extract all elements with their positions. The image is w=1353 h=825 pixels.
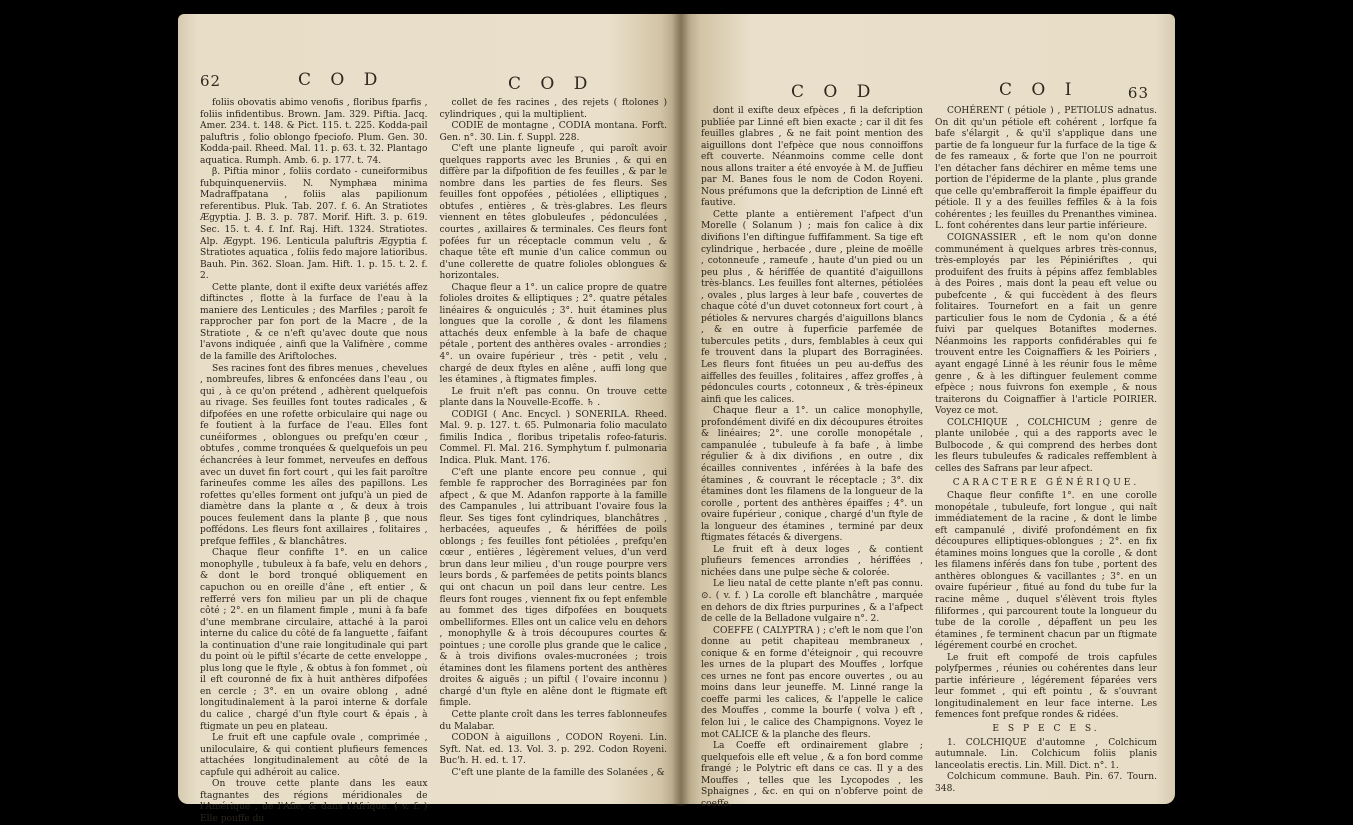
paragraph: CODON à aiguillons , CODON Royeni. Lin. Syft. Nat. ed. 13. Vol. 3. p. 292. Codon Royeni. Buc'h. H. ed. t. 17. xyxy=(439,733,667,767)
left-running-head-1: C O D xyxy=(298,70,385,90)
paragraph: COEFFE ( CALYPTRA ) ; c'eft le nom que l'on donne au petit chapiteau membraneux , conique & en forme d'éteignoir , qui recouvre les urnes de la plupart des Mouffes , lorfque ces urnes ne font pas encore ouvertes , ou au moins dans leur jeuneffe. M. Linné range la coeffe parmi les calices, & l'appelle le calice des Mouffes , comme la bourfe ( volva ) eft , felon lui , le calice des Champignons. Voyez le mot CALICE & la planche des fleurs. xyxy=(701,625,923,740)
paragraph: Le fruit n'eft pas connu. On trouve cette plante dans la Nouvelle-Ecoffe. ♄ . xyxy=(439,386,667,409)
open-book xyxy=(178,14,1178,824)
paragraph: Colchicum commune. Bauh. Pin. 67. Tourn. 348. xyxy=(935,772,1157,794)
section-heading: E S P E C E S. xyxy=(992,723,1100,734)
paragraph: Chaque fleur a 1°. un calice monophylle, profondément divifé en dix découpures étroites & linéaires; 2°. une corolle monopétale , campanulée , tubuleufe à fa bafe , à limbe régulier & à dix divifions , en outre , dix écailles conniventes , inférées à la bafe des étamines , & couvrant le réceptacle ; 3°. dix étamines dont les filamens de la longueur de la corolle , portent des anthères épaiffes ; 4°. un ovaire fupérieur , conique , chargé d'un ftyle de la longueur des étamines , terminé par deux ftigmates fétacés & divergens. xyxy=(701,406,923,544)
paragraph: collet de fes racines , des rejets ( ftolones ) cylindriques , qui la multiplient. xyxy=(439,98,667,120)
paragraph: Le fruit eft compofé de trois capfules polyfpermes , réunies ou cohérentes dans leur partie inférieure , légérement féparées vers leur fommet , qui eft pointu , & s'ouvrant longitudinalement en leur face interne. Les femences font prefque rondes & ridées. xyxy=(935,652,1157,721)
paragraph: COIGNASSIER , eft le nom qu'on donne communément à quelques arbres très-connus, très-employés par les Pépiniériftes , qui produifent des fruits à pépins affez femblables à des Poires , mais dont la peau eft velue ou pubefcente , & qui fuccèdent à des fleurs folitaires. Tournefort en a fait un genre particulier fous le nom de Cydonia , & a été fuivi par quelques Botaniftes modernes. Néanmoins les rapports confidérables qui fe trouvent entre les Coignaffiers & les Poiriers , ayant engagé Linné à les réunir fous le même genre , & à les diftinguer feulement comme efpèce ; nous fuivrons fon exemple , & nous traiterons du Coignaffier à l'article POIRIER. Voyez ce mot. xyxy=(935,233,1157,417)
paragraph: β. Piftia minor , foliis cordato - cuneiformibus fubquinquenerviis. N. Nymphæa minima Madraffpatana , foliis alas papilionum referentibus. Pluk. Tab. 207. f. 6. An Stratiotes Ægyptia. J. B. 3. p. 787. Morif. Hift. 3. p. 619. Sec. 15. t. 4. f. Inf. Raj. Hift. 1324. Stratiotes. Alp. Ægypt. 196. Lenticula paluftris Ægyptia f. Stratiotes aquatica , foliis fedo majore latioribus. Bauh. Pin. 362. Sloan. Jam. Hift. 1. p. 15. t. 2. f. 2. xyxy=(200,167,428,282)
left-column-1 xyxy=(200,98,428,825)
paragraph: On trouve cette plante dans les eaux ftagnantes des régions méridionales de l'Amérique , de l'Afie, & dans l'Afrique. ( v. f. ) Elle pouffe du xyxy=(200,779,428,824)
right-running-head-2: C O I xyxy=(999,80,1079,100)
paragraph: C'eft une plante encore peu connue , qui femble fe rapprocher des Borraginées par fon afpect , & que M. Adanfon rapporte à la famille des Campanules , lui attribuant l'ovaire fous la fleur. Ses tiges font cylindriques, blanchâtres , herbacées, aqueufes , & hériffées de poils oblongs ; fes feuilles font pétiolées , prefqu'en cœur , entières , légèrement velues, d'un verd brun dans leur milieu , d'un rouge pourpre vers leurs bords , & parfemées de petits points blancs qui ont chacun un poil dans leur centre. Les fleurs font rouges , viennent fix ou fept enfemble au fommet des tiges difpofées en bouquets ombelliformes. Elles ont un calice velu en dehors , monophylle & à trois découpures courtes & pointues ; une corolle plus grande que le calice , & à trois divifions ovales-mucronées ; trois étamines dont les filamens portent des anthères droites & aiguës ; un piftil ( l'ovaire inconnu ) chargé d'un ftyle en alêne dont le ftigmate eft fimple. xyxy=(439,467,667,709)
left-running-head-2: C O D xyxy=(508,74,595,94)
paragraph: Le fruit eft une capfule ovale , comprimée , uniloculaire, & qui contient plufieurs femences attachées longitudinalement au côté de la capfule qui adhéroit au calice. xyxy=(200,733,428,778)
paragraph: Chaque fleur a 1°. un calice propre de quatre folioles droites & elliptiques ; 2°. quatre pétales linéaires & onguiculés ; 3°. huit étamines plus longues que la corolle , & dont les filamens attachés deux enfemble à la bafe de chaque pétale , portent des anthères ovales - arrondies ; 4°. un ovaire fupérieur , très - petit , velu , chargé de deux ftyles en alêne , auffi long que les étamines , à ftigmates fimples. xyxy=(439,282,667,386)
paragraph: dont il exifte deux efpèces , fi la defcription publiée par Linné eft bien exacte ; car il dit fes feuilles glabres , & ne fait point mention des aiguillons dont l'efpèce que nous connoiffons eft couverte. Néanmoins comme celle dont nous allons traiter a été envoyée à M. de Juffieu par M. Banes fous le nom de Codon Royeni. Nous préfumons que la defcription de Linné eft fautive. xyxy=(701,106,923,209)
right-column-2 xyxy=(935,106,1157,810)
right-page-number: 63 xyxy=(1127,84,1149,102)
paragraph: Chaque fleur confifte 1°. en une corolle monopétale , tubuleufe, fort longue , qui naît immédiatement de la racine , & dont le limbe eft campanulé , divifé profondément en fix découpures elliptiques-oblongues ; 2°. en fix étamines moins longues que la corolle , & dont les filamens inférés dans fon tube , portent des anthères oblongues & vacillantes ; 3°. en un ovaire fupérieur , fitué au fond du tube fur la racine même , duquel s'élèvent trois ftyles filiformes , qui parcourent toute la longueur du tube de la corolle , dépaffent un peu les étamines , fe terminent chacun par un ftigmate légérement courbé en crochet. xyxy=(935,491,1157,652)
paragraph: CODIE de montagne , CODIA montana. Forft. Gen. n°. 30. Lin. f. Suppl. 228. xyxy=(439,121,667,143)
paragraph: La Coeffe eft ordinairement glabre ; quelquefois elle eft velue , & a fon bord comme frangé ; le Polytric eft dans ce cas. Il y a des Mouffes , telles que les Lycopodes , les Sphaignes , &c. en qui on n'obferve point de coeffe. xyxy=(701,741,923,809)
paragraph: Ses racines font des fibres menues , chevelues , nombreufes, libres & enfoncées dans l'eau , ou qui , à ce qu'on prétend , adhèrent quelquefois au rivage. Ses feuilles font toutes radicales , & difpofées en une rofette orbiculaire qui nage ou fe foutient à la furface de l'eau. Elles font cunéiformes , oblongues ou prefqu'en cœur , obtufes , comme tronquées & quelquefois un peu échancrées à leur fommet, nerveufes en deffous avec un duvet fin fort court , qui les fait paroître farineufes comme les aîles des papillons. Les rofettes qu'elles forment ont jufqu'à un pied de diamètre dans la plante α , & deux à trois pouces feulement dans la plante β , que nous poffédons. Les fleurs font axillaires , folitaires , prefque feffiles , & blanchâtres. xyxy=(200,363,428,547)
paragraph: Le fruit eft à deux loges , & contient plufieurs femences arrondies , hériffées , nichées dans une pulpe sèche & colorée. xyxy=(701,544,923,578)
paragraph: C'eft une plante de la famille des Solanées , & xyxy=(451,767,665,778)
paragraph: foliis obovatis abimo venofis , floribus fparfis , foliis infidentibus. Brown. Jam. 329. Piftia. Jacq. Amer. 234. t. 148. & Pict. 115. t. 225. Kodda-pail paluftris , folio oblongo fpeciofo. Plum. Gen. 30. Kodda-pail. Rheed. Mal. 11. p. 63. t. 32. Plantago aquatica. Rumph. Amb. 6. p. 177. t. 74. xyxy=(200,98,428,166)
left-page-number: 62 xyxy=(200,72,222,90)
section-heading: CARACTERE GÉNÉRIQUE. xyxy=(952,477,1140,488)
paragraph: Cette plante croît dans les terres fablonneufes du Malabar. xyxy=(439,709,667,732)
left-page xyxy=(178,14,681,824)
left-columns xyxy=(200,98,667,825)
paragraph: COLCHIQUE , COLCHICUM ; genre de plante unilobée , qui a des rapports avec le Bulbocode , & qui comprend des herbes dont les fleurs tubuleufes & radicales reffemblent à celles des Safrans par leur afpect. xyxy=(935,417,1157,474)
right-columns xyxy=(701,106,1157,810)
paragraph: COHÉRENT ( pétiole ) , PETIOLUS adnatus. On dit qu'un pétiole eft cohérent , lorfque fa bafe s'élargit , & qu'il s'applique dans une partie de fa longueur fur la furface de la tige & de fes rameaux , & forte que l'on ne pourroit l'en détacher fans déchirer en même tems une portion de l'épiderme de la plante , plus grande que celle qu'embrafferoit la fimple épaiffeur du pétiole. Il y a des feuilles feffiles & à la fois cohérentes ; les feuilles du Prenanthes viminea. L. font cohérentes dans leur partie inférieure. xyxy=(935,106,1157,232)
paragraph: 1. COLCHIQUE d'automne , Colchicum autumnale. Lin. Colchicum foliis planis lanceolatis erectis. Lin. Mill. Dict. n°. 1. xyxy=(935,737,1157,771)
right-column-1 xyxy=(701,106,923,810)
paragraph: Cette plante, dont il exifte deux variétés affez diftinctes , flotte à la furface de l'eau à la maniere des Lenticules ; des Marfiles ; paroît fe rapprocher par fon port de la Macre , de la Stratiote , & ce n'eft qu'avec doute que nous l'avons indiquée , ainfi que la Valifnère , comme de la famille des Ariftoloches. xyxy=(200,282,428,363)
paragraph: C'eft une plante ligneufe , qui paroît avoir quelques rapports avec les Brunies , & qui en diffère par la difpofition de fes feuilles , & par le nombre dans les parties de fes fleurs. Ses feuilles font oppofées , pétiolées , elliptiques , obtufes , entières , & très-glabres. Les fleurs viennent en têtes globuleufes , pédonculées , courtes , axillaires & terminales. Ces fleurs font pofées fur un réceptacle commun velu , & chaque tête eft munie d'un calice commun ou d'une collerette de quatre folioles oblongues & horizontales. xyxy=(439,144,667,282)
right-page xyxy=(681,14,1175,809)
book-gutter xyxy=(672,14,690,806)
paragraph: Cette plante a entièrement l'afpect d'un Morelle ( Solanum ) ; mais fon calice à dix divifions l'en diftingue fuffifamment. Sa tige eft cylindrique , herbacée , dure , pleine de moëlle , cotonneufe , rameufe , haute d'un pied ou un peu plus , & hériffée de quantité d'aiguillons très-blancs. Les feuilles font alternes, pétiolées , ovales , plus larges à leur bafe , couvertes de chaque côté d'un duvet cotonneux fort court , à pétioles & nervures chargés d'aiguillons blancs , & en outre à fuperficie parfemée de tubercules petits , durs, femblables à ceux qui fe trouvent dans la plupart des Borraginées. Les fleurs font fituées un peu au-deffus des aiffelles des feuilles , folitaires , affez groffes , à pédoncules courts , cotonneux , & très-épineux ainfi que les calices. xyxy=(701,209,923,405)
paragraph: CODIGI ( Anc. Encycl. ) SONERILA. Rheed. Mal. 9. p. 127. t. 65. Pulmonaria folio maculato fimilis Indica , floribus tripetalis rofeo-faturis. Commel. Fl. Mal. 216. Symphytum f. pulmonaria Indica. Pluk. Mant. 176. xyxy=(439,409,667,466)
paragraph: Chaque fleur confifte 1°. en un calice monophylle , tubuleux à fa bafe, velu en dehors , & dont le bord tronqué obliquement en capuchon ou en oreille d'âne , eft entier , & refferré vers fon milieu par un pli de chaque côté ; 2°. en un filament fimple , muni à fa bafe d'une membrane circulaire, attaché à la paroi interne du calice du côté de fa languette , faifant la continuation d'une raie longitudinale qui part du point où le piftil s'écarte de cette enveloppe , plus long que le ftyle , & obtus à fon fommet , où il eft couronné de fix à huit anthères difpofées en cercle ; 3°. en un ovaire oblong , adné longitudinalement à la paroi interne & dorfale du calice , chargé d'un ftyle court & épais , à ftigmate un peu en plateau. xyxy=(200,548,428,732)
paragraph: Le lieu natal de cette plante n'eft pas connu. ⊙. ( v. f. ) La corolle eft blanchâtre , marquée en dehors de dix ftries purpurines , & a l'afpect de celle de la Belladone vulgaire n°. 2. xyxy=(701,579,923,625)
right-running-head-1: C O D xyxy=(791,82,878,102)
left-column-2 xyxy=(440,98,668,825)
